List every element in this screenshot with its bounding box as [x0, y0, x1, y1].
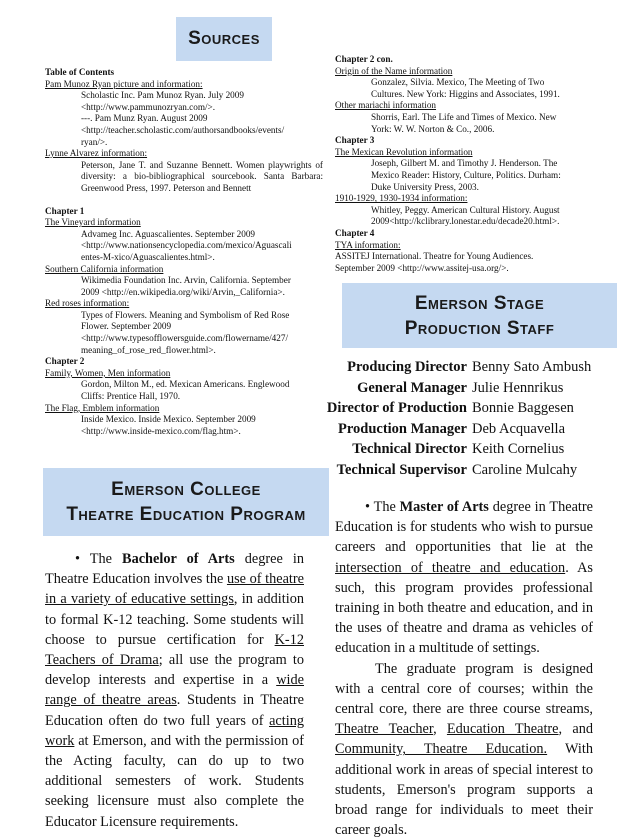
toc-heading: Table of Contents	[45, 67, 115, 77]
source-citation: Gordon, Milton M., ed. Mexican Americans. Englewood	[81, 379, 290, 390]
underlined-phrase: intersection of theatre and education	[335, 559, 566, 576]
source-title: The Flag, Emblem information	[45, 402, 160, 413]
staff-row	[326, 357, 591, 378]
text-run: ,	[433, 721, 447, 738]
source-title: Red roses information:	[45, 298, 130, 309]
source-citation: Peterson, Jane T. and Suzanne Bennett. Women playwrights of diversity: a bio-bibliographical sourcebook. Santa Barbara: Greenwood Press, 1997. Peterson and Bennett	[81, 159, 323, 193]
sources-header	[176, 17, 272, 61]
text-run: degree in Theatre Education is for students who wish to pursue careers and opportunities that lie at the	[335, 499, 593, 556]
master-paragraph	[335, 497, 593, 659]
text-run: ; all use the program to develop interests and expertise in a	[45, 652, 305, 689]
source-citation: Mexico Reader: History, Culture, Politics. Durham:	[371, 169, 561, 180]
source-citation: Types of Flowers. Meaning and Symbolism of Red Rose	[81, 309, 290, 320]
source-title: Pam Munoz Ryan picture and information:	[45, 78, 203, 89]
college-title-line1: Emerson College	[111, 479, 261, 500]
master-degree-name: Master of Arts	[399, 499, 489, 515]
staff-list	[326, 357, 591, 480]
source-citation: <http://www.inside-mexico.com/flag.htm>.	[81, 425, 241, 436]
text-run: . Students in Theatre Education often do two full years of	[45, 692, 305, 729]
source-citation: <http://www.pammunozryan.com/>.	[81, 101, 216, 112]
source-citation: <http://www.nationsencyclopedia.com/mexico/Aguascali	[81, 240, 292, 251]
source-citation: Shorris, Earl. The Life and Times of Mexico. New	[371, 111, 557, 122]
chapter-heading: Chapter 2	[45, 356, 85, 367]
text-run: at Emerson, and with the permission of the Acting faculty, can do up to two additional semesters of work. Students seeking licensure must also complete the Educator Licensure requirements.	[45, 732, 304, 830]
source-citation: Whitley, Peggy. American Cultural History. August	[371, 204, 560, 215]
source-citation: ASSITEJ International. Theatre for Young Audiences.	[335, 251, 534, 262]
staff-role: General Manager	[357, 379, 467, 396]
staff-name: Caroline Mulcahy	[472, 461, 578, 478]
staff-role: Technical Supervisor	[336, 461, 467, 478]
bachelor-paragraph	[45, 549, 304, 832]
source-title: Southern California information	[45, 263, 164, 274]
college-header	[43, 468, 329, 536]
staff-role: Production Manager	[337, 420, 467, 437]
source-citation: Duke University Press, 2003.	[371, 181, 479, 192]
underlined-phrase: acting work	[45, 712, 304, 749]
staff-name: Keith Cornelius	[472, 441, 565, 457]
source-citation: Advameg Inc. Aguascalientes. September 2009	[81, 228, 256, 239]
master-section	[335, 497, 593, 840]
source-citation: Scholastic Inc. Pam Munoz Ryan. July 2009	[81, 90, 244, 101]
source-citation: Inside Mexico. Inside Mexico. September 2009	[81, 414, 256, 425]
source-title: TYA information:	[335, 239, 401, 250]
source-title: The Vineyard information	[45, 217, 141, 228]
staff-name: Julie Hennrikus	[472, 379, 564, 396]
college-title-line2: Theatre Education Program	[66, 504, 306, 525]
source-title: Lynne Alvarez information:	[45, 148, 148, 159]
text-run: The	[370, 499, 400, 515]
source-citation: Cultures. New York: Higgins and Associates, 1991.	[371, 88, 560, 99]
staff-role: Producing Director	[347, 359, 467, 375]
staff-row	[326, 439, 591, 460]
staff-role: Technical Director	[352, 441, 467, 457]
text-run: The	[80, 551, 123, 567]
source-citation: Gonzalez, Silvia. Mexico, The Meeting of Two	[371, 77, 545, 88]
staff-title-line2: Production Staff	[404, 318, 555, 339]
text-run: degree in Theatre Education involves the	[45, 551, 304, 588]
staff-row	[326, 460, 591, 481]
source-citation: <http://www.typesofflowersguide.com/flowername/427/	[81, 333, 289, 344]
underlined-phrase: wide range of theatre areas	[45, 672, 304, 709]
source-title: Origin of the Name information	[335, 65, 453, 76]
staff-name: Benny Sato Ambush	[472, 359, 592, 375]
source-title: Family, Women, Men information	[45, 367, 171, 378]
staff-row	[326, 398, 591, 419]
bachelor-section	[45, 549, 304, 832]
staff-role: Director of Production	[326, 400, 467, 416]
bachelor-degree-name: Bachelor of Arts	[122, 551, 235, 567]
source-title: The Mexican Revolution information	[335, 146, 473, 157]
source-citation: entes-M-xico/Aguascalientes.html>.	[81, 251, 215, 262]
underlined-phrase: K-12 Teachers of Drama	[45, 631, 304, 669]
source-citation: ---. Pam Munz Ryan. August 2009	[81, 113, 208, 124]
staff-row	[326, 419, 591, 440]
staff-title-line1: Emerson Stage	[414, 293, 545, 314]
sources-left-column	[45, 67, 323, 437]
source-citation: York: W. W. Norton & Co., 2006.	[371, 123, 495, 134]
text-run: , in addition to formal K-12 teaching. Some students will choose to pursue certification for	[45, 591, 305, 648]
source-citation: Flower. September 2009	[81, 321, 172, 332]
source-citation: meaning_of_rose_red_flower.html>.	[81, 344, 216, 355]
source-citation: Wikimedia Foundation Inc. Arvin, California. September	[81, 275, 291, 286]
chapter-heading: Chapter 4	[335, 227, 375, 238]
underlined-phrase: Theatre Teacher	[335, 721, 434, 738]
source-citation: Joseph, Gilbert M. and Timothy J. Henderson. The	[371, 158, 558, 169]
text-run: With additional work in areas of special interest to students, Emerson's program supports a broad range for individuals to meet their career goals.	[335, 741, 593, 839]
underlined-phrase: use of theatre in a variety of educative settings	[45, 571, 304, 608]
staff-name: Bonnie Baggesen	[472, 400, 574, 416]
source-citation: Cliffs: Prentice Hall, 1970.	[81, 391, 181, 402]
staff-row	[326, 378, 591, 399]
source-citation: ryan/>.	[81, 136, 108, 147]
staff-header	[342, 283, 617, 348]
text-run: , and	[558, 721, 593, 738]
underlined-phrase: Education Theatre	[446, 721, 559, 738]
master-paragraph-2	[335, 659, 593, 840]
source-title: Other mariachi information	[335, 100, 437, 111]
bullet-icon: •	[365, 499, 371, 515]
text-run: The graduate program is designed with a central core of courses; within the central core, there are three course streams,	[335, 660, 593, 718]
chapter-heading: Chapter 2 con.	[335, 54, 393, 64]
sources-title: Sources	[188, 28, 260, 49]
source-citation: 2009<http://kclibrary.lonestar.edu/decade20.html>.	[371, 216, 560, 227]
chapter-heading: Chapter 1	[45, 205, 85, 216]
staff-name: Deb Acquavella	[472, 420, 566, 437]
text-run: . As such, this program provides professional training in both theatre and education, and in the uses of theatre and drama as vehicles of education in a multitude of settings.	[335, 559, 593, 657]
chapter-heading: Chapter 3	[335, 135, 375, 146]
underlined-phrase: Community, Theatre Education.	[335, 741, 548, 758]
source-citation: September 2009 <http://www.assitej-usa.org/>.	[335, 262, 509, 273]
sources-right-column	[335, 54, 615, 274]
source-title: 1910-1929, 1930-1934 information:	[335, 193, 468, 204]
source-citation: <http://teacher.scholastic.com/authorsandbooks/events/	[81, 124, 285, 135]
source-citation: 2009 <http://en.wikipedia.org/wiki/Arvin,_California>.	[81, 286, 285, 297]
bullet-icon: •	[75, 551, 81, 567]
